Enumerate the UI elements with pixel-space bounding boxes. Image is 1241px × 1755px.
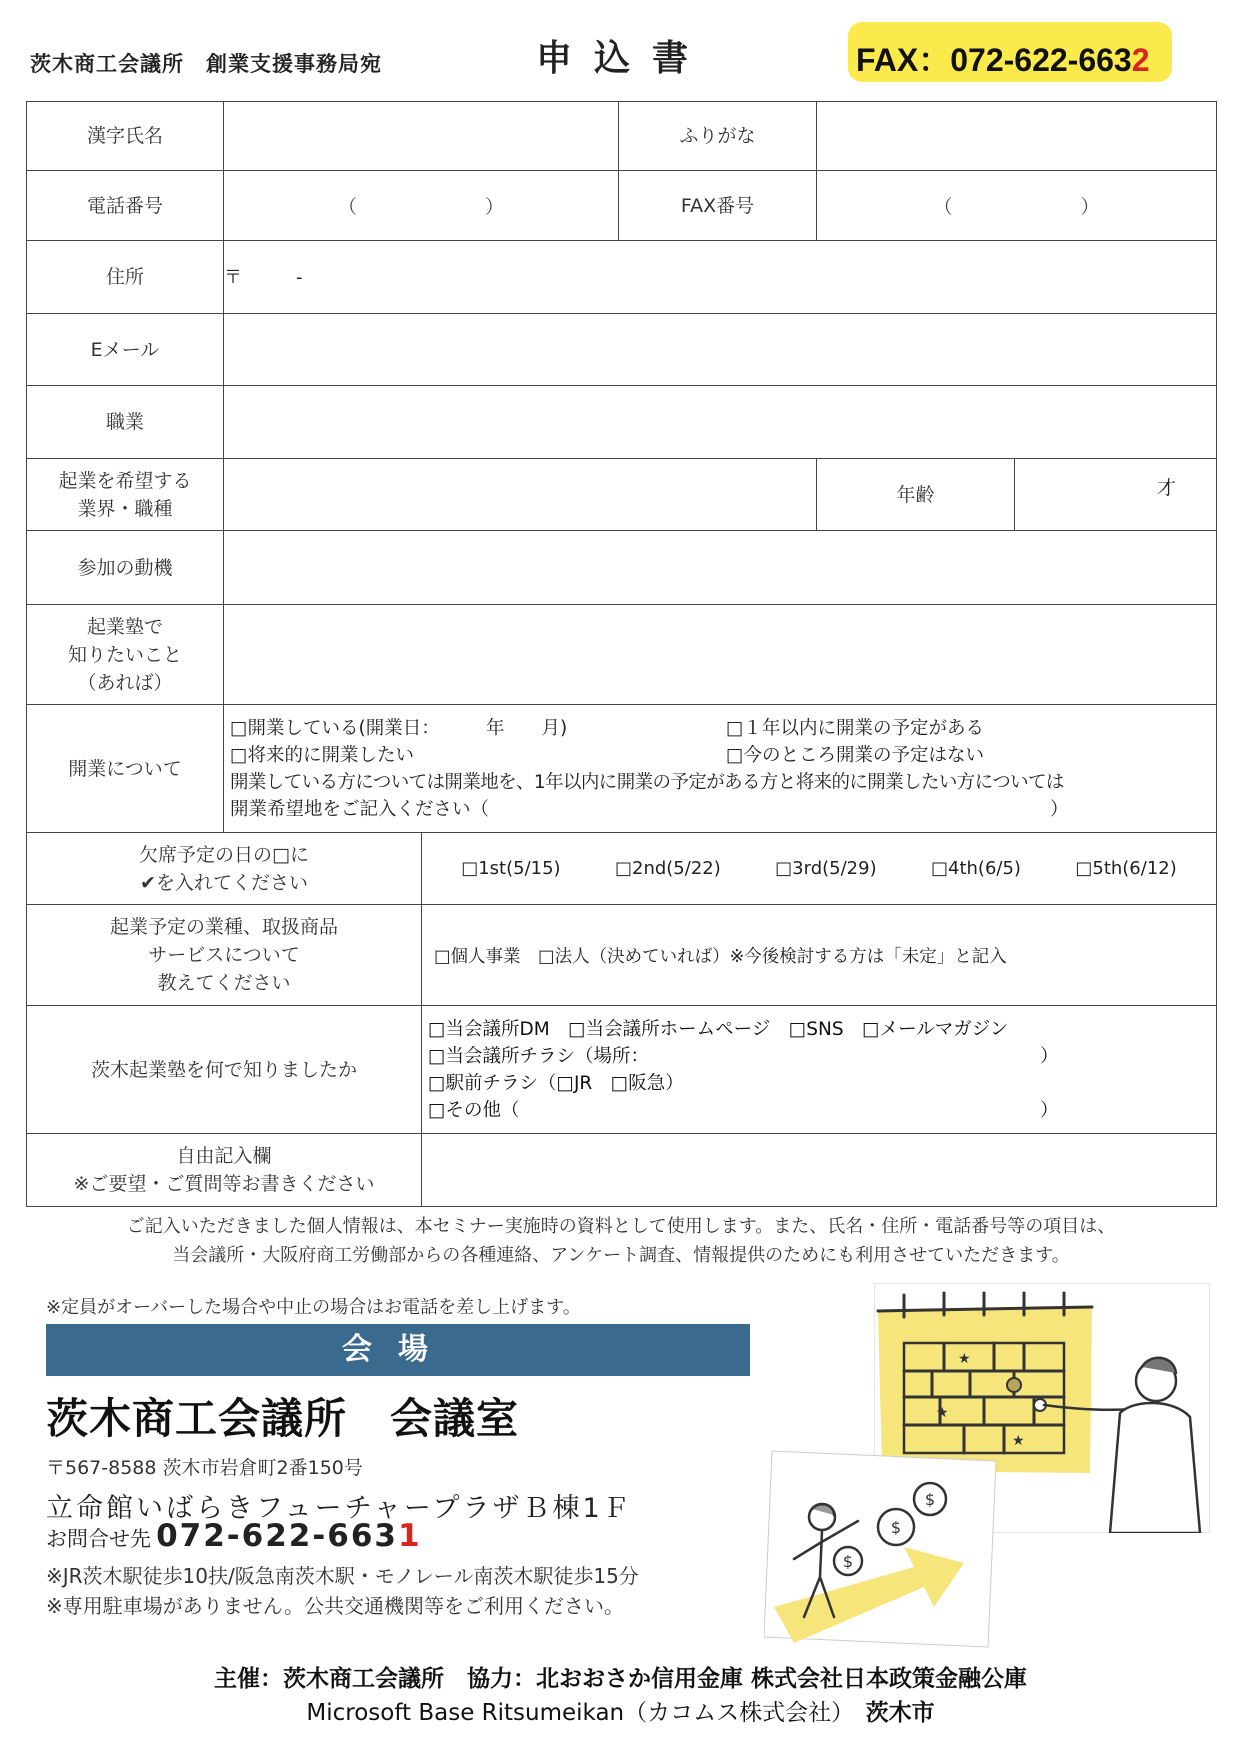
- business-field[interactable]: [422, 905, 1217, 1006]
- opening-note: 開業している方については開業地を、1年以内に開業の予定がある方と将来的に開業したい方については: [230, 771, 1064, 793]
- venue-heading: 会場: [46, 1324, 750, 1376]
- svg-text:$: $: [842, 1552, 854, 1571]
- venue-building: 立命館いばらきフューチャープラザＢ棟1Ｆ: [46, 1493, 633, 1524]
- opening-option-future[interactable]: □将来的に開業したい: [230, 744, 414, 766]
- absence-label: 欠席予定の日の□に ✔を入れてください: [27, 833, 422, 905]
- opening-option-within-year[interactable]: □１年以内に開業の予定がある: [726, 717, 984, 739]
- session-3-checkbox[interactable]: □3rd(5/29): [775, 858, 877, 879]
- source-option-line1[interactable]: □当会議所DM □当会議所ホームページ □SNS □メールマガジン: [428, 1018, 1009, 1040]
- opening-location-field[interactable]: 開業希望地をご記入ください（: [230, 798, 490, 820]
- svg-text:$: $: [924, 1490, 936, 1509]
- email-label: Eメール: [27, 314, 224, 386]
- paren-open: （: [933, 196, 953, 218]
- svg-text:★: ★: [958, 1351, 971, 1367]
- svg-text:★: ★: [1012, 1433, 1025, 1449]
- paren-close: ）: [1040, 1045, 1059, 1067]
- paren-close: ）: [1050, 798, 1069, 820]
- age-label: 年齢: [817, 459, 1015, 531]
- fax-number-badge: [848, 22, 1172, 82]
- free-text-label: 自由記入欄 ※ご要望・ご質問等お書きください: [27, 1134, 422, 1207]
- session-1-checkbox[interactable]: □1st(5/15): [461, 858, 561, 879]
- postal-mark: 〒 -: [224, 266, 303, 288]
- business-label: 起業予定の業種、取扱商品 サービスについて 教えてください: [27, 905, 422, 1006]
- paren-close: ）: [1080, 196, 1100, 218]
- industry-label: 起業を希望する 業界・職種: [27, 459, 224, 531]
- privacy-notice: ご記入いただきました個人情報は、本セミナー実施時の資料として使用します。また、氏名・住所・電話番号等の項目は、 当会議所・大阪府商工労働部からの各種連絡、アンケート調査、情報提供のためにも利用させていただきます。: [126, 1216, 1116, 1266]
- cooperator-city: 茨木市: [865, 1700, 935, 1726]
- phone-label: 電話番号: [27, 171, 224, 241]
- name-field[interactable]: [224, 102, 619, 171]
- job-label: 職業: [27, 386, 224, 459]
- opening-option-none[interactable]: □今のところ開業の予定はない: [726, 744, 984, 766]
- job-field[interactable]: [224, 386, 1217, 459]
- contact-label: お問合せ先: [46, 1527, 151, 1551]
- motive-label: 参加の動機: [27, 531, 224, 605]
- source-options: [422, 1006, 1217, 1134]
- age-field[interactable]: [1015, 459, 1217, 531]
- address-label: 住所: [27, 241, 224, 314]
- svg-text:★: ★: [936, 1405, 949, 1421]
- fax-number: FAX：072-622-663: [856, 42, 1132, 78]
- business-type-options[interactable]: □個人事業 □法人（決めていれば）※今後検討する方は「未定」と記入: [434, 946, 1007, 967]
- cooperator-main: Microsoft Base Ritsumeikan（カコムス株式会社）: [306, 1700, 843, 1726]
- furigana-field[interactable]: [817, 102, 1217, 171]
- opening-label: 開業について: [27, 705, 224, 833]
- capacity-notice: ※定員がオーバーした場合や中止の場合はお電話を差し上げます。: [46, 1297, 581, 1318]
- addressee: 茨木商工会議所 創業支援事務局宛: [30, 52, 382, 76]
- address-field[interactable]: [224, 241, 1217, 314]
- venue-address: 〒567-8588 茨木市岩倉町2番150号: [46, 1457, 363, 1479]
- contact-number-last-digit: 1: [397, 1518, 422, 1554]
- paren-close: ）: [485, 196, 505, 218]
- name-label: 漢字氏名: [27, 102, 224, 171]
- contact-number: 072-622-663: [156, 1518, 398, 1554]
- paren-open: （: [337, 196, 357, 218]
- fax-field[interactable]: [817, 171, 1217, 241]
- svg-text:$: $: [890, 1518, 902, 1537]
- age-unit: 才: [1156, 477, 1176, 499]
- free-text-field[interactable]: [422, 1134, 1217, 1207]
- absence-options: [422, 833, 1217, 905]
- organizer: 主催：茨木商工会議所 協力：北おおさか信用金庫 株式会社日本政策金融公庫: [213, 1666, 1027, 1692]
- opening-option-open[interactable]: □開業している(開業日： 年 月): [230, 717, 568, 739]
- motive-field[interactable]: [224, 531, 1217, 605]
- furigana-label: ふりがな: [619, 102, 817, 171]
- paren-close: ）: [1040, 1099, 1059, 1121]
- application-form: [26, 101, 1217, 1207]
- contact-phone: [46, 1518, 422, 1554]
- page-title: 申込書: [536, 38, 711, 79]
- session-4-checkbox[interactable]: □4th(6/5): [931, 858, 1021, 879]
- email-field[interactable]: [224, 314, 1217, 386]
- opening-options[interactable]: [224, 705, 1217, 833]
- cooperator: [0, 1696, 1241, 1730]
- session-2-checkbox[interactable]: □2nd(5/22): [614, 858, 721, 879]
- want-to-know-label: 起業塾で 知りたいこと （あれば）: [27, 605, 224, 705]
- fax-label: FAX番号: [619, 171, 817, 241]
- source-option-flyer[interactable]: □当会議所チラシ（場所：: [428, 1045, 649, 1067]
- venue-access: ※JR茨木駅徒歩10扶/阪急南茨木駅・モノレール南茨木駅徒歩15分 ※専用駐車場がありません。公共交通機関等をご利用ください。: [46, 1564, 639, 1618]
- want-to-know-field[interactable]: [224, 605, 1217, 705]
- source-option-other[interactable]: □その他（: [428, 1099, 520, 1121]
- phone-field[interactable]: [224, 171, 619, 241]
- source-label: 茨木起業塾を何で知りましたか: [27, 1006, 422, 1134]
- venue-name: 茨木商工会議所 会議室: [46, 1394, 520, 1443]
- coins-illustration: [764, 1447, 1000, 1653]
- fax-number-last-digit: 2: [1131, 42, 1150, 78]
- source-option-station[interactable]: □駅前チラシ（□JR □阪急）: [428, 1072, 684, 1094]
- session-5-checkbox[interactable]: □5th(6/12): [1075, 858, 1177, 879]
- industry-field[interactable]: [224, 459, 817, 531]
